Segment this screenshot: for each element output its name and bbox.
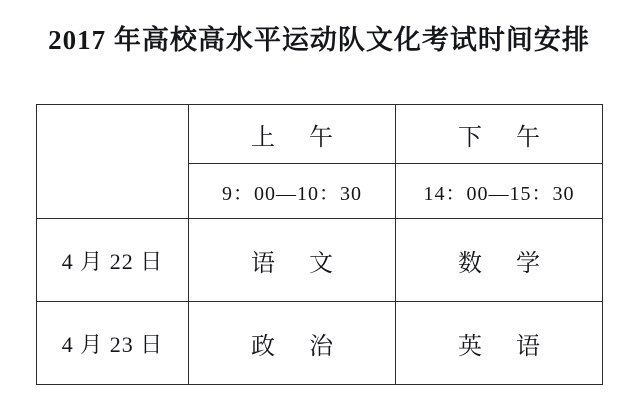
session-time-morning: 9：00—10：30 [189, 164, 396, 219]
exam-subject-2-morning: 政 治 [189, 302, 396, 385]
table-corner-cell [37, 105, 189, 219]
table-row [37, 302, 603, 385]
exam-subject-2-afternoon: 英 语 [396, 302, 603, 385]
table-row-session-header [37, 105, 603, 164]
exam-subject-1-afternoon: 数 学 [396, 219, 603, 302]
exam-date-1: 4 月 22 日 [37, 219, 189, 302]
session-header-afternoon: 下 午 [396, 105, 603, 164]
exam-schedule-table-container [36, 104, 602, 385]
exam-schedule-table [36, 104, 603, 385]
exam-date-2: 4 月 23 日 [37, 302, 189, 385]
table-row [37, 219, 603, 302]
session-time-afternoon: 14：00—15：30 [396, 164, 603, 219]
session-header-morning: 上 午 [189, 105, 396, 164]
exam-subject-1-morning: 语 文 [189, 219, 396, 302]
page-title: 2017 年高校高水平运动队文化考试时间安排 [48, 25, 590, 55]
